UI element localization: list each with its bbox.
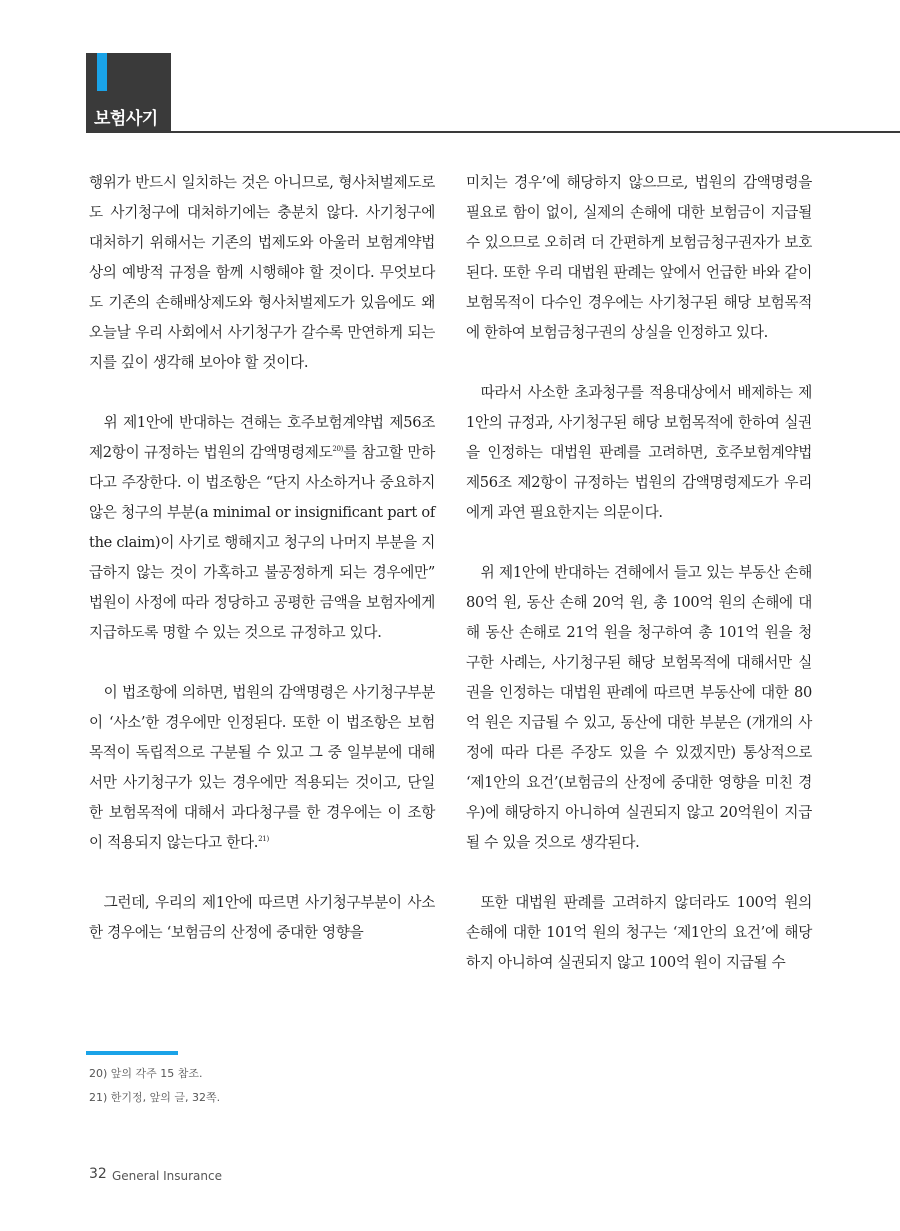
right-paragraph-4: 또한 대법원 판례를 고려하지 않더라도 100억 원의 손해에 대한 101억 원의 청구는 ‘제1안의 요건’에 해당하지 아니하여 실권되지 않고 100억 원이 지급될 수 [466,894,812,971]
footnote-rule [86,1051,178,1055]
left-paragraph-3 [89,678,435,858]
left-paragraph-2 [89,408,435,648]
page-number: 32 [89,1166,107,1182]
footnote-ref-21: 21) [258,835,269,843]
right-paragraph-2: 따라서 사소한 초과청구를 적용대상에서 배제하는 제1안의 규정과, 사기청구된 해당 보험목적에 한하여 실권을 인정하는 대법원 판례를 고려하면, 호주보험계약법 제56조 제2항이 규정하는 법원의 감액명령제도가 우리에게 과연 필요한지는 의문이다. [466,384,812,521]
left-paragraph-2-part-b: 를 참고할 만하다고 주장한다. 이 법조항은 “단지 사소하거나 중요하지 않은 청구의 부분(a minimal or insignificant part of the claim)이 사기로 행해지고 청구의 나머지 부분을 지급하지 않는 것이 가혹하고 불공정하게 되는 경우에만” 법원이 사정에 따라 정당하고 공평한 금액을 보험자에게 지급하도록 명할 수 있는 것으로 규정하고 있다. [89,444,435,641]
left-paragraph-2-part-a: 위 제1안에 반대하는 견해는 호주보험계약법 제56조 제2항이 규정하는 법원의 감액명령제도 [89,414,435,461]
header-rule [171,131,900,133]
left-paragraph-3-part-a: 이 법조항에 의하면, 법원의 감액명령은 사기청구부분이 ‘사소’한 경우에만 인정된다. 또한 이 법조항은 보험목적이 독립적으로 구분될 수 있고 그 중 일부분에 대해서만 사기청구가 있는 경우에만 적용되는 것이고, 단일한 보험목적에 대해서 과다청구를 한 경우에는 이 조항이 적용되지 않는다고 한다. [89,684,435,851]
footnote-20: 20) 앞의 각주 15 참조. [89,1067,203,1080]
left-column [89,168,435,948]
left-paragraph-1: 행위가 반드시 일치하는 것은 아니므로, 형사처벌제도로도 사기청구에 대처하기에는 충분치 않다. 사기청구에 대처하기 위해서는 기존의 법제도와 아울러 보험계약법상의 예방적 규정을 함께 시행해야 할 것이다. 무엇보다도 기존의 손해배상제도와 형사처벌제도가 있음에도 왜 오늘날 우리 사회에서 사기청구가 갈수록 만연하게 되는지를 깊이 생각해 보아야 할 것이다. [89,174,435,371]
footnote-21: 21) 한기정, 앞의 글, 32쪽. [89,1091,221,1104]
right-paragraph-3: 위 제1안에 반대하는 견해에서 들고 있는 부동산 손해 80억 원, 동산 손해 20억 원, 총 100억 원의 손해에 대해 동산 손해로 21억 원을 청구하여 총 101억 원을 청구한 사례는, 사기청구된 해당 보험목적에 대해서만 실권을 인정하는 대법원 판례에 따르면 부동산에 대한 80억 원은 지급될 수 있고, 동산에 대한 부분은 (개개의 사정에 따라 다른 주장도 있을 수 있겠지만) 통상적으로 ‘제1안의 요건’(보험금의 산정에 중대한 영향을 미친 경우)에 해당하지 아니하여 실권되지 않고 20억원이 지급될 수 있을 것으로 생각된다. [466,564,812,851]
section-title: 보험사기 [94,109,158,129]
publication-name: General Insurance [112,1169,222,1183]
right-paragraph-1: 미치는 경우’에 해당하지 않으므로, 법원의 감액명령을 필요로 함이 없이, 실제의 손해에 대한 보험금이 지급될 수 있으므로 오히려 더 간편하게 보험금청구권자가 보호된다. 또한 우리 대법원 판례는 앞에서 언급한 바와 같이 보험목적이 다수인 경우에는 사기청구된 해당 보험목적에 한하여 보험금청구권의 상실을 인정하고 있다. [466,174,812,341]
right-column [466,168,812,978]
header-accent-bar [97,53,107,91]
footnote-ref-20: 20) [332,445,344,453]
section-header [86,53,171,133]
left-paragraph-4: 그런데, 우리의 제1안에 따르면 사기청구부분이 사소한 경우에는 ‘보험금의 산정에 중대한 영향을 [89,894,435,941]
